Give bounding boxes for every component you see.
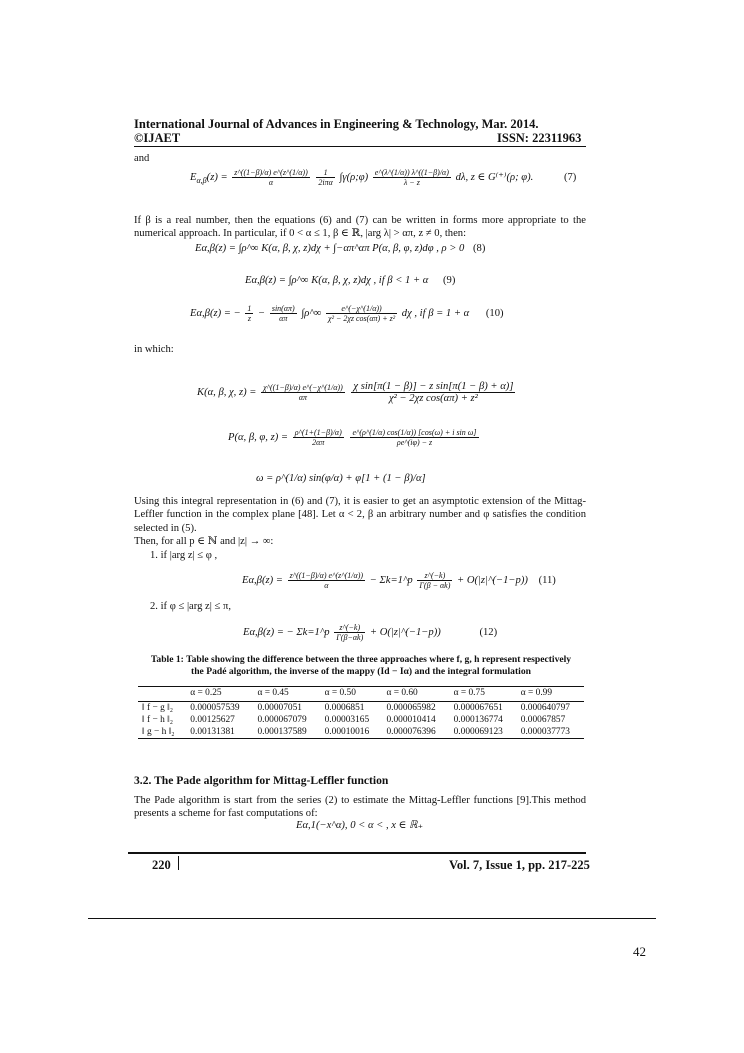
text-and: and xyxy=(134,153,150,164)
table-cell: 0.00010016 xyxy=(324,727,370,737)
table-cell: 0.0006851 xyxy=(324,703,365,713)
equation-9: Eα,β(z) = ∫ρ^∞ K(α, β, χ, z)dχ , if β < 1 + α (9) xyxy=(245,275,456,286)
table-row xyxy=(138,726,584,739)
section-equation: Eα,1(−x^α), 0 < α < , x ∈ ℝ₊ xyxy=(296,820,424,831)
table-header-cell: α = 0.25 xyxy=(186,685,253,702)
journal-page-number: 220 xyxy=(152,858,171,872)
table-row xyxy=(138,702,584,715)
table-cell: ‖ f − h ‖₂ xyxy=(142,715,174,725)
table-header-cell: α = 0.75 xyxy=(450,685,517,702)
list-item-1: 1. if |arg z| ≤ φ , xyxy=(150,550,218,561)
section-heading: 3.2. The Pade algorithm for Mittag-Leffler function xyxy=(134,774,389,787)
equation-k: K(α, β, χ, z) = $\frac{\chi\^{}((1-\beta)/\alpha) e\^{}(-\chi\^{}(1/\alpha))}{\alpha\pi}$ $\frac{\text{χ sin[π(1 − β)] − z sin[π(1 − β) + α)]}}{\text{χ² − 2χz cos(απ) + z²}}$ xyxy=(197,381,514,404)
footer-separator xyxy=(178,856,179,870)
table-cell: 0.000069123 xyxy=(453,727,503,737)
list-item-2: 2. if φ ≤ |arg z| ≤ π, xyxy=(150,601,231,612)
text-then: Then, for all p ∈ ℕ and |z| → ∞: xyxy=(134,536,274,547)
page-rule xyxy=(88,918,656,919)
equation-omega: ω = ρ^(1/α) sin(φ/α) + φ[1 + (1 − β)/α] xyxy=(256,473,426,484)
volume-info: Vol. 7, Issue 1, pp. 217-225 xyxy=(449,858,590,872)
table-row xyxy=(138,714,584,726)
table-header-cell: α = 0.99 xyxy=(517,685,584,702)
table-cell: 0.000640797 xyxy=(520,703,570,713)
table-cell: 0.000065982 xyxy=(386,703,436,713)
table-top-rule xyxy=(138,686,584,687)
table-header-cell: α = 0.60 xyxy=(382,685,449,702)
table-cell: 0.000136774 xyxy=(453,715,503,725)
table-cell: 0.000067651 xyxy=(453,703,503,713)
table-cell: 0.000010414 xyxy=(386,715,436,725)
issn: ISSN: 22311963 xyxy=(497,131,582,145)
table-header-row xyxy=(138,685,584,702)
equation-11: Eα,β(z) = $\frac{z\^{}((1-\beta)/\alpha) e\^{}(z\^{}(1/\alpha))}{\alpha}$ − Σk=1^p $\frac{z\^{}(-k)}{\Gamma(\beta - \alpha k)}$ + O(|z|^(−1−p)) (11) xyxy=(242,571,556,590)
table-cell: ‖ g − h ‖₂ xyxy=(142,727,175,737)
table-header-cell xyxy=(138,685,186,702)
results-table xyxy=(138,685,584,739)
table-cell: 0.00125627 xyxy=(190,715,235,725)
table-cell: 0.00131381 xyxy=(190,727,235,737)
journal-title: International Journal of Advances in Engineering & Technology, Mar. 2014. xyxy=(134,117,539,131)
header-rule xyxy=(134,146,586,147)
equation-8: Eα,β(z) = ∫ρ^∞ K(α, β, χ, z)dχ + ∫−απ^απ P(α, β, φ, z)dφ , ρ > 0 (8) xyxy=(195,243,486,254)
page-number: 42 xyxy=(633,944,646,959)
table-cell: 0.00007051 xyxy=(257,703,302,713)
equation-10: Eα,β(z) = − $\frac{1}{z}$ − $\frac{\sin(\alpha\pi)}{\alpha\pi}$ ∫ρ^∞ $\frac{e\^{}(-\chi\^{}(1/\alpha))}{\text{χ² − 2χz cos(απ) + z²}}$ dχ , if β = 1 + α (10) xyxy=(190,304,504,323)
table-cell: 0.000037773 xyxy=(520,727,570,737)
footer-rule xyxy=(128,852,586,854)
table-cell: 0.000137589 xyxy=(257,727,307,737)
equation-7: $E_{\alpha,\beta}(z)$ = $\frac{z\^{}((1-\beta)/\alpha) e\^{}(z\^{}(1/\alpha))}{\alpha}$ $\frac{1}{\text{2iπα}}$ ∫γ(ρ;φ) $\frac{e\^{}(\lambda\^{}(1/\alpha)) \lambda\^{}((1-\beta)/\alpha)}{\lambda - z}$ dλ, z ∈ G⁽⁺⁾(ρ; φ). (7) xyxy=(190,168,577,187)
table-header-cell: α = 0.45 xyxy=(253,685,320,702)
section-body: The Pade algorithm is start from the series (2) to estimate the Mittag-Leffler functions [9].This method presents a scheme for fast computations of: xyxy=(134,795,586,820)
table-cell: 0.00003165 xyxy=(324,715,370,725)
table-cell: 0.00067857 xyxy=(520,715,566,725)
table-cell: 0.000067079 xyxy=(257,715,307,725)
table-cell: ‖ f − g ‖₂ xyxy=(142,703,174,713)
table-cell: 0.000057539 xyxy=(190,703,240,713)
publisher: ©IJAET xyxy=(134,131,181,145)
equation-p: P(α, β, φ, z) = $\frac{\rho\^{}(1+(1-\beta)/\alpha)}{2\alpha\pi}$ $\frac{\text{e\textasciicircum{}(ρ\textasciicircum{}(1/α) cos(1/α)) [cos(ω) + i sin ω]}}{\rho e\^{}(i\varphi) - z}$ xyxy=(228,428,477,447)
paragraph-2: Using this integral representation in (6) and (7), it is easier to get an asymptotic extension of the Mittag-Leffler function in the complex plane [48]. Let α < 2, β an arbitrary number and φ satisfies the condition selected in (5). xyxy=(134,496,586,534)
paragraph-1: If β is a real number, then the equations (6) and (7) can be written in forms more appropriate to the numerical approach. In particular, if 0 < α ≤ 1, β ∈ ℝ, |arg λ| > απ, z ≠ 0, then: xyxy=(134,215,586,240)
table-header-cell: α = 0.50 xyxy=(321,685,383,702)
equation-12: Eα,β(z) = − Σk=1^p $\frac{z\^{}(-k)}{\Gamma(\beta-\alpha k)}$ + O(|z|^(−1−p)) (12) xyxy=(243,623,498,642)
table-cell: 0.000076396 xyxy=(386,727,436,737)
text-in-which: in which: xyxy=(134,344,174,355)
table-caption: Table 1: Table showing the difference between the three approaches where f, g, h represent respectively the Padé algorithm, the inverse of the mappy (Id − Iα) and the integral formulation xyxy=(150,654,572,677)
